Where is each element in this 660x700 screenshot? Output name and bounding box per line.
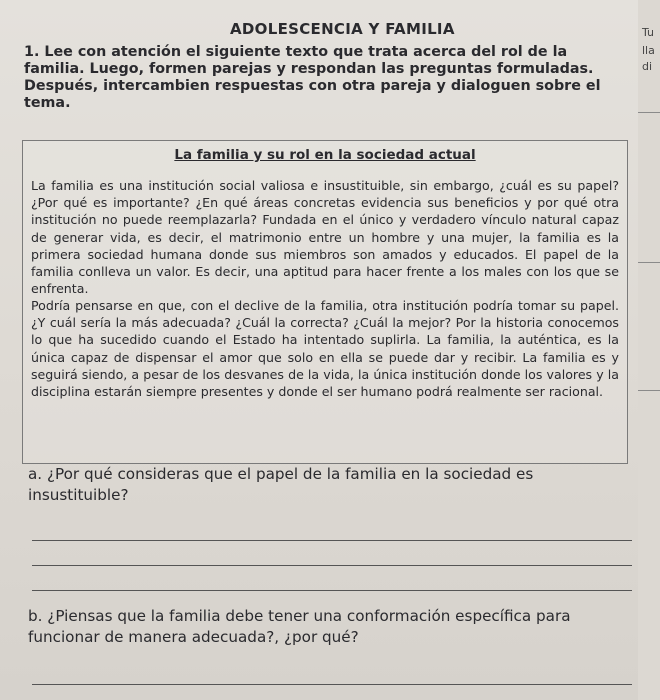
adjacent-page-line (638, 390, 660, 391)
reading-paragraph-1: La familia es una institución social valiosa e insustituible, sin embargo, ¿cuál es su papel? ¿Por qué es importante? ¿En qué áreas concretas evidencia sus beneficios y por qué otra institución no puede reemplazarla? Fundada en el único y verdadero vínculo natural capaz de generar vida, es decir, el matrimonio entre un hombre y una mujer, la familia es la primera sociedad humana donde sus miembros son amados y educados. El papel de la familia conlleva un valor. Es decir, una aptitud para hacer frente a los males con los que se enfrenta. (31, 178, 619, 297)
activity-instruction: 1. Lee con atención el siguiente texto que trata acerca del rol de la familia. Luego, formen parejas y respondan las preguntas formuladas. Después, intercambien respuestas con otra pareja y dialoguen sobre el tema. (24, 44, 601, 111)
answer-line-a-3[interactable] (32, 590, 632, 591)
question-a: a. ¿Por qué consideras que el papel de la familia en la sociedad es insustituible? (28, 465, 534, 504)
answer-line-a-2[interactable] (32, 565, 632, 566)
adjacent-page-fragment: di (642, 60, 653, 73)
answer-line-b-1[interactable] (32, 684, 632, 685)
adjacent-page-fragment: Tu (642, 26, 655, 39)
adjacent-page-line (638, 262, 660, 263)
adjacent-page-edge (638, 0, 660, 700)
reading-title: La familia y su rol en la sociedad actual (174, 147, 476, 163)
question-b: b. ¿Piensas que la familia debe tener una conformación específica para funcionar de manera adecuada?, ¿por qué? (28, 607, 571, 646)
page-title: ADOLESCENCIA Y FAMILIA (230, 20, 455, 38)
adjacent-page-line (638, 112, 660, 113)
adjacent-page-fragment: lla (642, 44, 655, 57)
answer-line-a-1[interactable] (32, 540, 632, 541)
reading-paragraph-2: Podría pensarse en que, con el declive de la familia, otra institución podría tomar su papel. ¿Y cuál sería la más adecuada? ¿Cuál la correcta? ¿Cuál la mejor? Por la historia conocemos lo que ha sucedido cuando el Estado ha intentado suplirla. La familia, la auténtica, es la única capaz de dispensar el amor que solo en ella se puede dar y recibir. La familia es y seguirá siendo, a pesar de los desvanes de la vida, la única institución donde los valores y la disciplina estarán siempre presentes y donde el ser humano podrá realmente ser racional. (31, 298, 619, 400)
reading-box (22, 140, 628, 464)
